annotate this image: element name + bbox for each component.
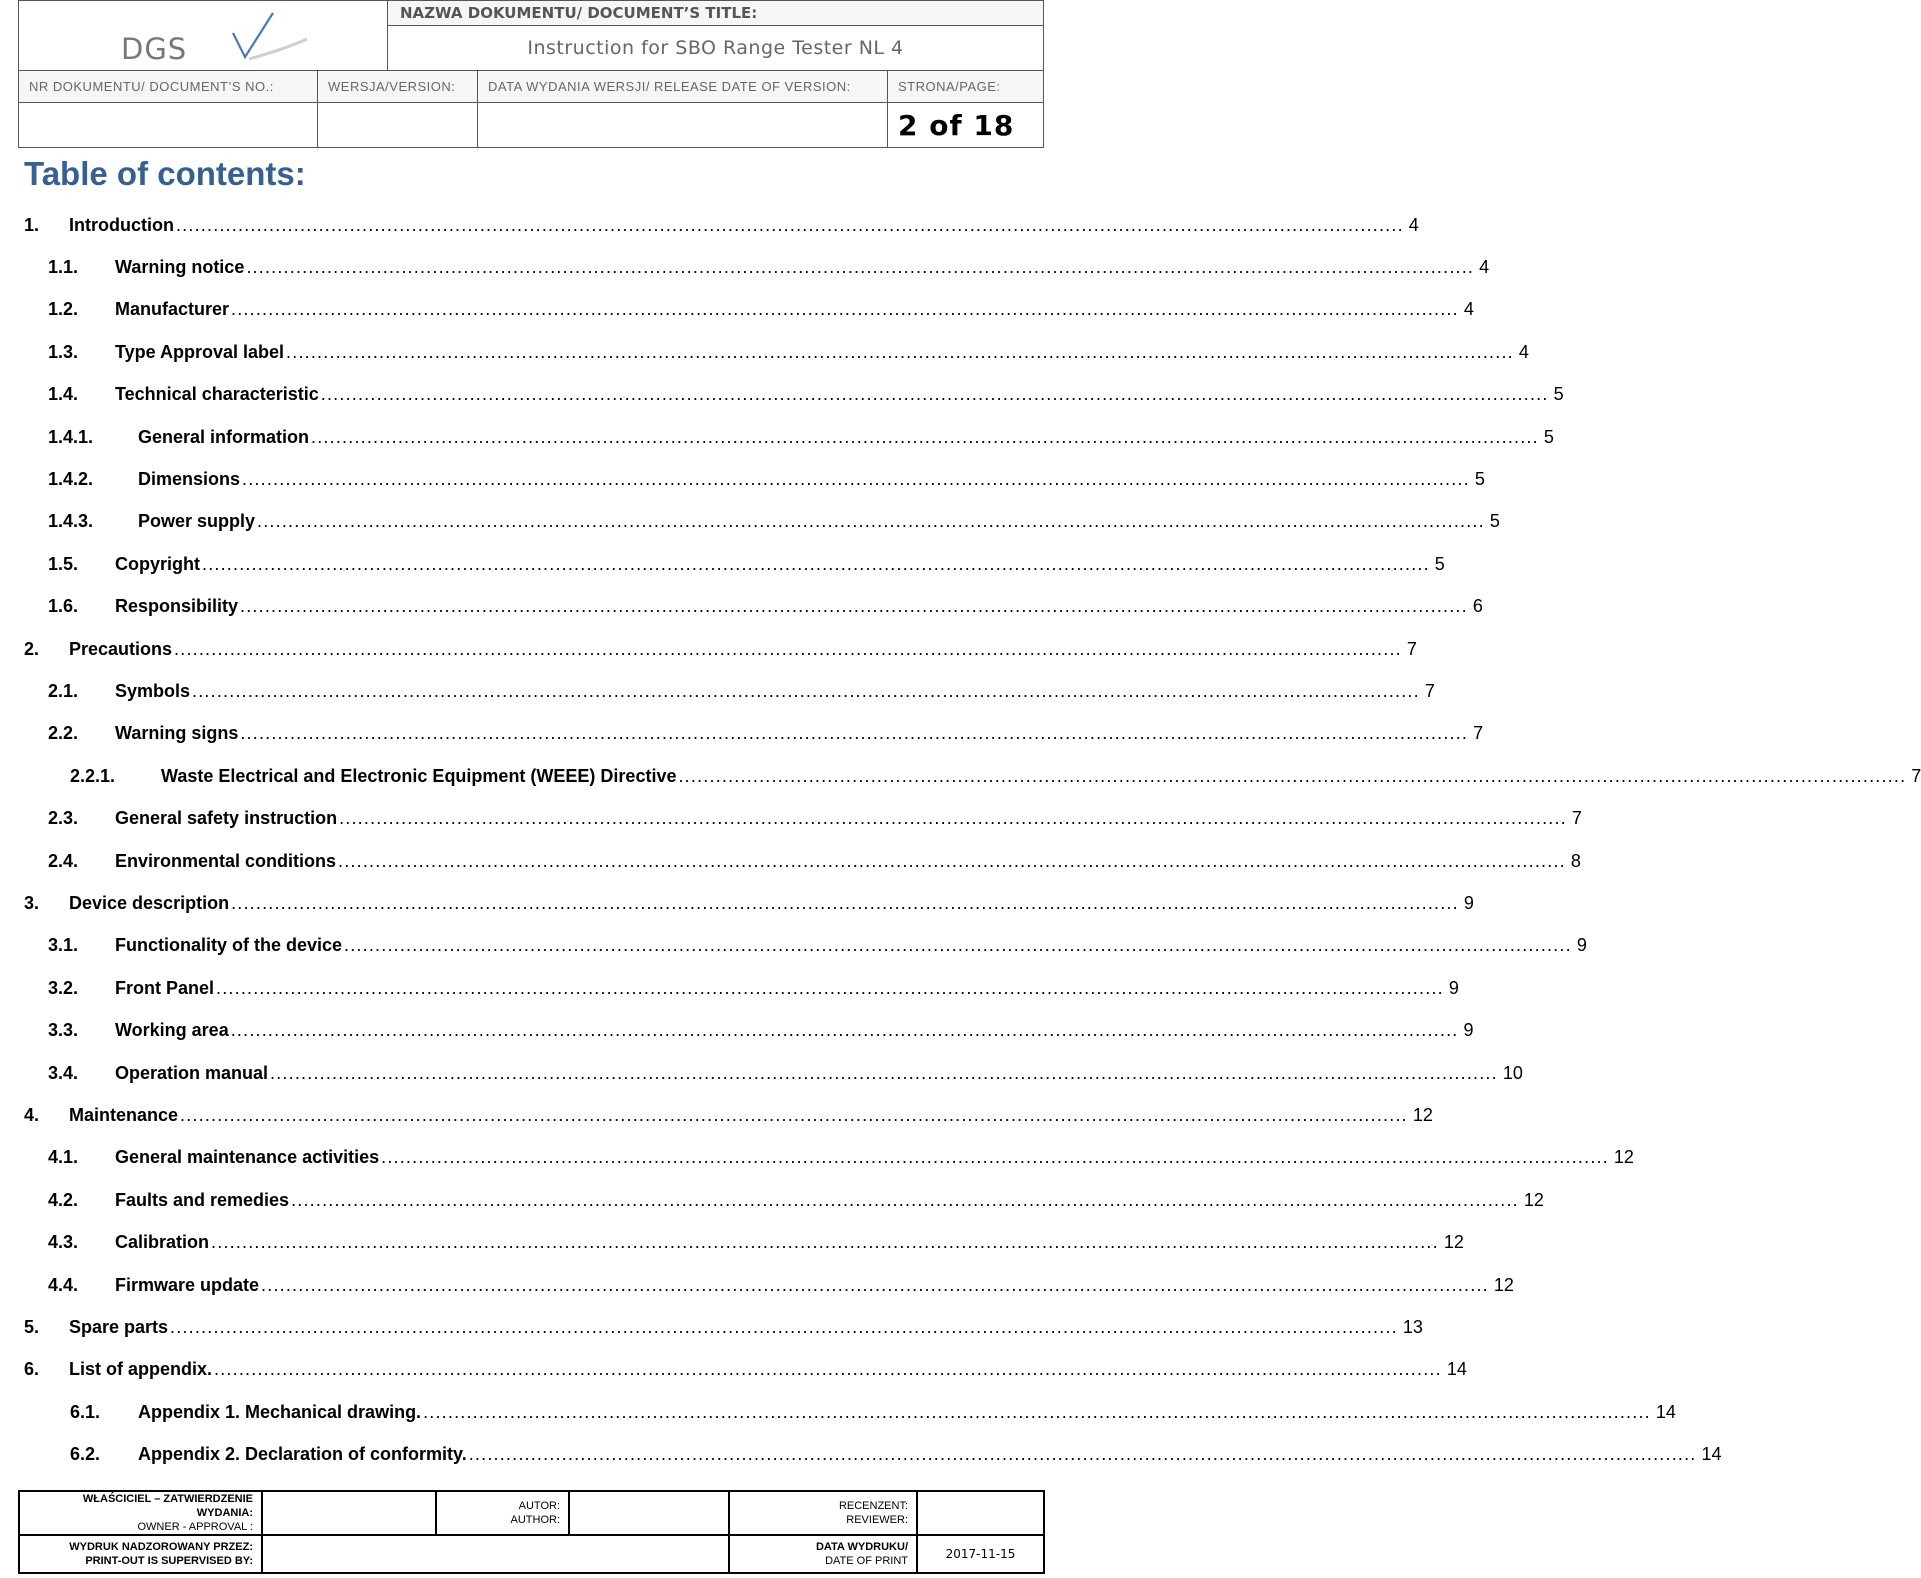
toc-entry-number: 3.4. <box>48 1062 79 1083</box>
toc-entry-page: 9 <box>1463 892 1474 913</box>
page-label: STRONA/PAGE: <box>888 71 1044 103</box>
toc-entry-page: 6 <box>1472 596 1483 617</box>
print-date-value: 2017-11-15 <box>917 1535 1044 1573</box>
toc-entry-title: Front Panel <box>115 977 215 998</box>
toc-entry[interactable] <box>48 586 1483 628</box>
toc-leader-dots: ...................................................................................................................................................................................................... <box>257 511 1485 532</box>
toc-entry-page: 5 <box>1553 384 1564 405</box>
toc-leader-dots: ...................................................................................................................................................................................................... <box>230 1020 1459 1041</box>
toc-entry[interactable] <box>48 416 1554 458</box>
supervised-value <box>262 1535 729 1573</box>
toc-entry[interactable] <box>48 374 1564 416</box>
print-date-label-pl: DATA WYDRUKU/ <box>815 1541 908 1553</box>
toc-entry-page: 5 <box>1489 511 1500 532</box>
print-date-label-en: DATE OF PRINT <box>825 1555 908 1567</box>
toc-entry-title: Device description <box>69 892 230 913</box>
toc-entry-title: List of appendix. <box>69 1359 213 1380</box>
toc-entry-title: Symbols <box>115 680 191 701</box>
toc-entry-number: 2. <box>24 638 40 659</box>
toc-entry-page: 12 <box>1412 1104 1433 1125</box>
toc-entry-title: Type Approval label <box>115 341 285 362</box>
toc-entry-number: 1.4. <box>48 384 79 405</box>
toc-entry-page: 12 <box>1523 1189 1544 1210</box>
toc-leader-dots: ...................................................................................................................................................................................................... <box>175 214 1404 235</box>
toc-entry[interactable] <box>24 882 1474 924</box>
toc-entry-number: 6. <box>24 1359 40 1380</box>
toc-leader-dots: ...................................................................................................................................................................................................... <box>231 299 1459 320</box>
toc-entry[interactable] <box>48 331 1529 373</box>
toc-entry-number: 2.3. <box>48 808 79 829</box>
toc-entry-page: 7 <box>1424 680 1435 701</box>
toc-entry[interactable] <box>24 628 1417 670</box>
toc-leader-dots: ...................................................................................................................................................................................................... <box>192 680 1420 701</box>
toc-entry-page: 7 <box>1911 765 1921 786</box>
toc-entry-page: 9 <box>1576 935 1587 956</box>
toc-entry-title: Warning signs <box>115 723 239 744</box>
release-date-value <box>478 103 888 148</box>
owner-label <box>19 1491 262 1535</box>
toc-leader-dots: ...................................................................................................................................................................................................... <box>216 977 1444 998</box>
toc-entry[interactable] <box>48 246 1490 288</box>
toc-entry-number: 1.4.3. <box>48 511 94 532</box>
toc-leader-dots: ...................................................................................................................................................................................................... <box>286 341 1514 362</box>
toc-entry[interactable] <box>24 204 1419 246</box>
toc-entry[interactable] <box>48 289 1474 331</box>
toc-leader-dots: ...................................................................................................................................................................................................... <box>231 892 1459 913</box>
toc-entry[interactable] <box>48 967 1459 1009</box>
toc-entry[interactable] <box>48 925 1587 967</box>
toc-entry-number: 4.2. <box>48 1189 79 1210</box>
page-number: 2 of 18 <box>888 103 1044 148</box>
toc-entry-title: Working area <box>115 1020 229 1041</box>
toc-entry[interactable] <box>48 713 1484 755</box>
toc-entry-number: 1.4.1. <box>48 426 94 447</box>
toc-entry-title: Responsibility <box>115 596 239 617</box>
toc-leader-dots: ...................................................................................................................................................................................................... <box>240 596 1468 617</box>
toc-entry-title: Waste Electrical and Electronic Equipment (WEEE) Directive <box>161 765 677 786</box>
toc-entry-page: 12 <box>1443 1232 1464 1253</box>
toc-leader-dots: ...................................................................................................................................................................................................... <box>211 1232 1439 1253</box>
toc-entry-title: Faults and remedies <box>115 1189 290 1210</box>
toc-entry-page: 10 <box>1502 1062 1523 1083</box>
toc-entry-title: Manufacturer <box>115 299 230 320</box>
toc-entry-number: 3.3. <box>48 1020 79 1041</box>
toc-leader-dots: ...................................................................................................................................................................................................... <box>270 1062 1498 1083</box>
toc-entry[interactable] <box>70 755 1921 797</box>
document-title-label: NAZWA DOKUMENTU/ DOCUMENT’S TITLE: <box>388 1 1044 26</box>
toc-entry-number: 6.2. <box>70 1444 101 1465</box>
document-number-value <box>19 103 318 148</box>
supervised-label <box>19 1535 262 1573</box>
toc-entry-page: 4 <box>1479 256 1490 277</box>
toc-entry-number: 2.1. <box>48 680 79 701</box>
toc-leader-dots: ...................................................................................................................................................................................................... <box>423 1401 1651 1422</box>
toc-entry-title: Introduction <box>69 214 174 235</box>
toc-entry-number: 1.4.2. <box>48 468 94 489</box>
toc-entry-title: Appendix 1. Mechanical drawing. <box>138 1401 422 1422</box>
toc-entry-title: Environmental conditions <box>115 850 337 871</box>
toc-entry-page: 8 <box>1570 850 1581 871</box>
toc-entry-title: Copyright <box>115 553 200 574</box>
toc-entry-page: 4 <box>1463 299 1474 320</box>
toc-entry-number: 2.2.1. <box>70 765 116 786</box>
toc-entry[interactable] <box>48 1264 1514 1306</box>
toc-entry[interactable] <box>48 798 1582 840</box>
toc-entry-title: Warning notice <box>115 256 245 277</box>
toc-entry-number: 1.1. <box>48 256 79 277</box>
toc-leader-dots: ...................................................................................................................................................................................................... <box>174 638 1402 659</box>
toc-leader-dots: ...................................................................................................................................................................................................... <box>338 850 1566 871</box>
toc-entry-number: 2.2. <box>48 723 79 744</box>
toc-entry[interactable] <box>48 1222 1464 1264</box>
toc-leader-dots: ...................................................................................................................................................................................................... <box>678 765 1907 786</box>
owner-label-pl: WŁAŚCICIEL – ZATWIERDZENIE WYDANIA: <box>82 1493 253 1519</box>
toc-entry[interactable] <box>48 1010 1474 1052</box>
print-date-label <box>729 1535 917 1573</box>
toc-leader-dots: ...................................................................................................................................................................................................... <box>246 256 1475 277</box>
toc-entry[interactable] <box>48 1052 1523 1094</box>
toc-entry[interactable] <box>48 1137 1634 1179</box>
reviewer-value <box>917 1491 1044 1535</box>
toc-entry[interactable] <box>48 670 1435 712</box>
owner-value <box>262 1491 436 1535</box>
toc-leader-dots: ...................................................................................................................................................................................................... <box>320 384 1549 405</box>
toc-entry-number: 3.2. <box>48 977 79 998</box>
toc-entry-title: General safety instruction <box>115 808 338 829</box>
toc-entry-number: 4.1. <box>48 1147 79 1168</box>
toc-entry-title: Operation manual <box>115 1062 269 1083</box>
author-value <box>569 1491 729 1535</box>
toc-entry-page: 12 <box>1493 1274 1514 1295</box>
toc-leader-dots: ...................................................................................................................................................................................................... <box>339 808 1567 829</box>
author-label-pl: AUTOR: <box>518 1500 560 1512</box>
document-title: Instruction for SBO Range Tester NL 4 <box>388 26 1044 71</box>
reviewer-label-pl: RECENZENT: <box>838 1500 908 1512</box>
toc-entry[interactable] <box>48 840 1581 882</box>
toc-entry-number: 5. <box>24 1316 40 1337</box>
toc-entry-page: 9 <box>1448 977 1459 998</box>
reviewer-label <box>729 1491 917 1535</box>
toc-entry-number: 6.1. <box>70 1401 101 1422</box>
toc-leader-dots: ...................................................................................................................................................................................................... <box>170 1316 1398 1337</box>
toc-entry-page: 9 <box>1463 1020 1474 1041</box>
toc-entry-page: 4 <box>1408 214 1419 235</box>
toc-entry-page: 5 <box>1543 426 1554 447</box>
toc-entry-page: 14 <box>1701 1444 1722 1465</box>
owner-label-en: OWNER - APPROVAL : <box>137 1521 253 1533</box>
toc-leader-dots: ...................................................................................................................................................................................................... <box>261 1274 1489 1295</box>
toc-entry-title: Maintenance <box>69 1104 179 1125</box>
toc-entry-number: 1.3. <box>48 341 79 362</box>
toc-entry[interactable] <box>70 1434 1722 1476</box>
toc-entry-title: Technical characteristic <box>115 384 319 405</box>
toc-leader-dots: ...................................................................................................................................................................................................... <box>214 1359 1442 1380</box>
toc-entry-page: 7 <box>1571 808 1582 829</box>
toc-leader-dots: ...................................................................................................................................................................................................... <box>240 723 1469 744</box>
toc-entry-title: Spare parts <box>69 1316 169 1337</box>
toc-leader-dots: ...................................................................................................................................................................................................... <box>468 1444 1697 1465</box>
toc-leader-dots: ...................................................................................................................................................................................................... <box>344 935 1572 956</box>
toc-entry-page: 14 <box>1446 1359 1467 1380</box>
toc-entry[interactable] <box>24 1094 1433 1136</box>
toc-entry[interactable] <box>24 1349 1467 1391</box>
toc-title: Table of contents: <box>24 155 306 192</box>
toc-leader-dots: ...................................................................................................................................................................................................... <box>381 1147 1609 1168</box>
toc-entry-number: 4.3. <box>48 1232 79 1253</box>
reviewer-label-en: REVIEWER: <box>846 1514 908 1526</box>
toc-entry-title: General maintenance activities <box>115 1147 380 1168</box>
toc-entry-page: 7 <box>1473 723 1484 744</box>
toc-leader-dots: ...................................................................................................................................................................................................... <box>180 1104 1408 1125</box>
document-header <box>18 0 1044 148</box>
toc-entry[interactable] <box>24 1306 1423 1348</box>
author-label <box>436 1491 569 1535</box>
toc-entry[interactable] <box>48 1179 1544 1221</box>
toc-entry-number: 1.6. <box>48 596 79 617</box>
toc-entry-page: 4 <box>1518 341 1529 362</box>
toc-entry-page: 5 <box>1474 468 1485 489</box>
toc-entry[interactable] <box>48 543 1445 585</box>
supervised-label-pl: WYDRUK NADZOROWANY PRZEZ: <box>69 1541 253 1553</box>
document-number-label: NR DOKUMENTU/ DOCUMENT’S NO.: <box>19 71 318 103</box>
toc-entry-title: Firmware update <box>115 1274 260 1295</box>
toc-leader-dots: ...................................................................................................................................................................................................... <box>242 468 1470 489</box>
toc-entry-number: 3.1. <box>48 935 79 956</box>
document-footer <box>18 1490 1045 1574</box>
release-date-label: DATA WYDANIA WERSJI/ RELEASE DATE OF VERSION: <box>478 71 888 103</box>
toc-entry-title: Dimensions <box>138 468 241 489</box>
toc-entry[interactable] <box>70 1391 1676 1433</box>
supervised-label-en: PRINT-OUT IS SUPERVISED BY: <box>85 1555 253 1567</box>
toc-entry-number: 2.4. <box>48 850 79 871</box>
toc-entry-page: 14 <box>1655 1401 1676 1422</box>
logo-cell <box>19 1 388 71</box>
toc-entry-number: 4. <box>24 1104 40 1125</box>
version-label: WERSJA/VERSION: <box>318 71 478 103</box>
toc-entry-number: 4.4. <box>48 1274 79 1295</box>
toc-leader-dots: ...................................................................................................................................................................................................... <box>202 553 1430 574</box>
toc-entry-number: 1.2. <box>48 299 79 320</box>
toc-leader-dots: ...................................................................................................................................................................................................... <box>311 426 1539 447</box>
company-logo: DGS <box>121 32 188 66</box>
toc-entry[interactable] <box>48 458 1485 500</box>
toc-entry-title: Precautions <box>69 638 173 659</box>
toc-entry-number: 1. <box>24 214 40 235</box>
toc-entry-page: 13 <box>1402 1316 1423 1337</box>
toc-entry-title: General information <box>138 426 310 447</box>
toc-entry-page: 12 <box>1613 1147 1634 1168</box>
toc-entry-title: Functionality of the device <box>115 935 343 956</box>
toc-entry-number: 1.5. <box>48 553 79 574</box>
toc-entry-title: Appendix 2. Declaration of conformity. <box>138 1444 467 1465</box>
toc-entry-page: 5 <box>1434 553 1445 574</box>
toc-entry-title: Calibration <box>115 1232 210 1253</box>
toc-entry-page: 7 <box>1406 638 1417 659</box>
toc-leader-dots: ...................................................................................................................................................................................................... <box>291 1189 1519 1210</box>
author-label-en: AUTHOR: <box>510 1514 560 1526</box>
toc-entry-title: Power supply <box>138 511 256 532</box>
toc-entry-number: 3. <box>24 892 40 913</box>
version-value <box>318 103 478 148</box>
checkmark-logo-icon <box>215 7 325 69</box>
toc-entry[interactable] <box>48 501 1500 543</box>
